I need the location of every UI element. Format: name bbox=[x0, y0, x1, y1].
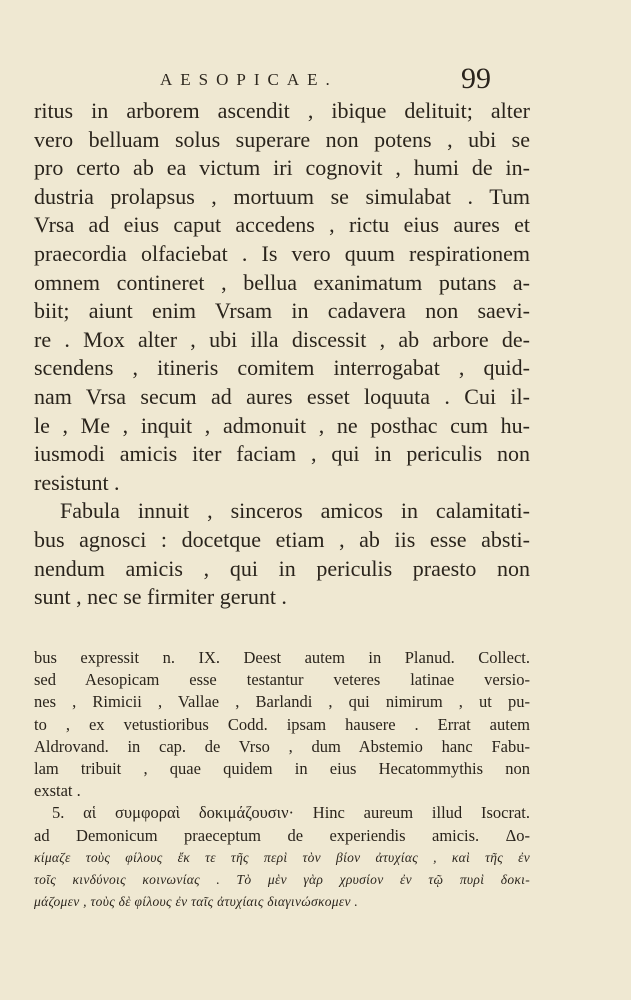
greek-quote-line: κίμαζε τοὺς φίλους ἔκ τε τῆς περὶ τὸν βίον ἀτυχίας , καὶ τῆς ἐν bbox=[34, 849, 530, 865]
note-line: exstat . bbox=[34, 781, 81, 801]
main-text-line: re . Mox alter , ubi illa discessit , ab arbore de- bbox=[34, 326, 530, 352]
main-text-line: nam Vrsa secum ad aures esset loquuta . Cui il- bbox=[34, 383, 530, 409]
note-line: nes , Rimicii , Vallae , Barlandi , qui nimirum , ut pu- bbox=[34, 692, 530, 712]
main-text-line: ritus in arborem ascendit , ibique delituit; alter bbox=[34, 98, 530, 123]
note-line: Aldrovand. in cap. de Vrso , dum Abstemio hanc Fabu- bbox=[34, 736, 530, 756]
note-line: sed Aesopicam esse testantur veteres latinae versio- bbox=[34, 670, 530, 690]
running-title: AESOPICAE. bbox=[160, 70, 338, 89]
footnotes-block bbox=[34, 647, 530, 913]
main-text-line: dustria prolapsus , mortuum se simulabat . Tum bbox=[34, 183, 530, 209]
main-text-line: iusmodi amicis iter faciam , qui in periculis non bbox=[34, 441, 530, 467]
note-line: lam tribuit , quae quidem in eius Hecatommythis non bbox=[34, 758, 530, 778]
moral-line: Fabula innuit , sinceros amicos in calamitati- bbox=[60, 498, 530, 524]
greek-quote-line: μάζομεν , τοὺς δὲ φίλους ἐν ταῖς ἀτυχίαις διαγινώσκομεν . bbox=[34, 894, 359, 910]
main-text-line: scendens , itineris comitem interrogabat , quid- bbox=[34, 355, 530, 381]
note-line: 5. αἱ συμφοραὶ δοκιμάζουσιν· Hinc aureum illud Isocrat. bbox=[52, 803, 530, 823]
main-text-line: vero belluam solus superare non potens , ubi se bbox=[34, 126, 530, 152]
moral-line: sunt , nec se firmiter gerunt . bbox=[34, 584, 287, 610]
main-text-line: pro certo ab ea victum iri cognovit , humi de in- bbox=[34, 155, 530, 181]
note-line: to , ex vetustioribus Codd. ipsam hausere . Errat autem bbox=[34, 714, 530, 734]
greek-quote-line: τοῖς κινδύνοις κοινωνίας . Τὸ μὲν γὰρ χρυσίον ἐν τῷ πυρὶ δοκι- bbox=[34, 871, 530, 887]
main-text-line: Vrsa ad eius caput accedens , rictu eius aures et bbox=[34, 212, 530, 238]
main-text-line: le , Me , inquit , admonuit , ne posthac cum hu- bbox=[34, 412, 530, 438]
main-text-line: resistunt . bbox=[34, 469, 120, 495]
main-text-line: omnem contineret , bellua exanimatum putans a- bbox=[34, 269, 530, 295]
page-header bbox=[0, 62, 631, 102]
moral-line: bus agnosci : docetque etiam , ab iis esse absti- bbox=[34, 526, 530, 552]
note-line: bus expressit n. IX. Deest autem in Planud. Collect. bbox=[34, 648, 530, 667]
main-text-line: biit; aiunt enim Vrsam in cadavera non saevi- bbox=[34, 298, 530, 324]
moral-line: nendum amicis , qui in periculis praesto non bbox=[34, 555, 530, 581]
main-text-line: praecordia olfaciebat . Is vero quum respirationem bbox=[34, 240, 530, 266]
page-number: 99 bbox=[461, 62, 491, 95]
main-text-block bbox=[34, 97, 530, 612]
note-line: ad Demonicum praeceptum de experiendis amicis. Δο- bbox=[34, 825, 530, 845]
